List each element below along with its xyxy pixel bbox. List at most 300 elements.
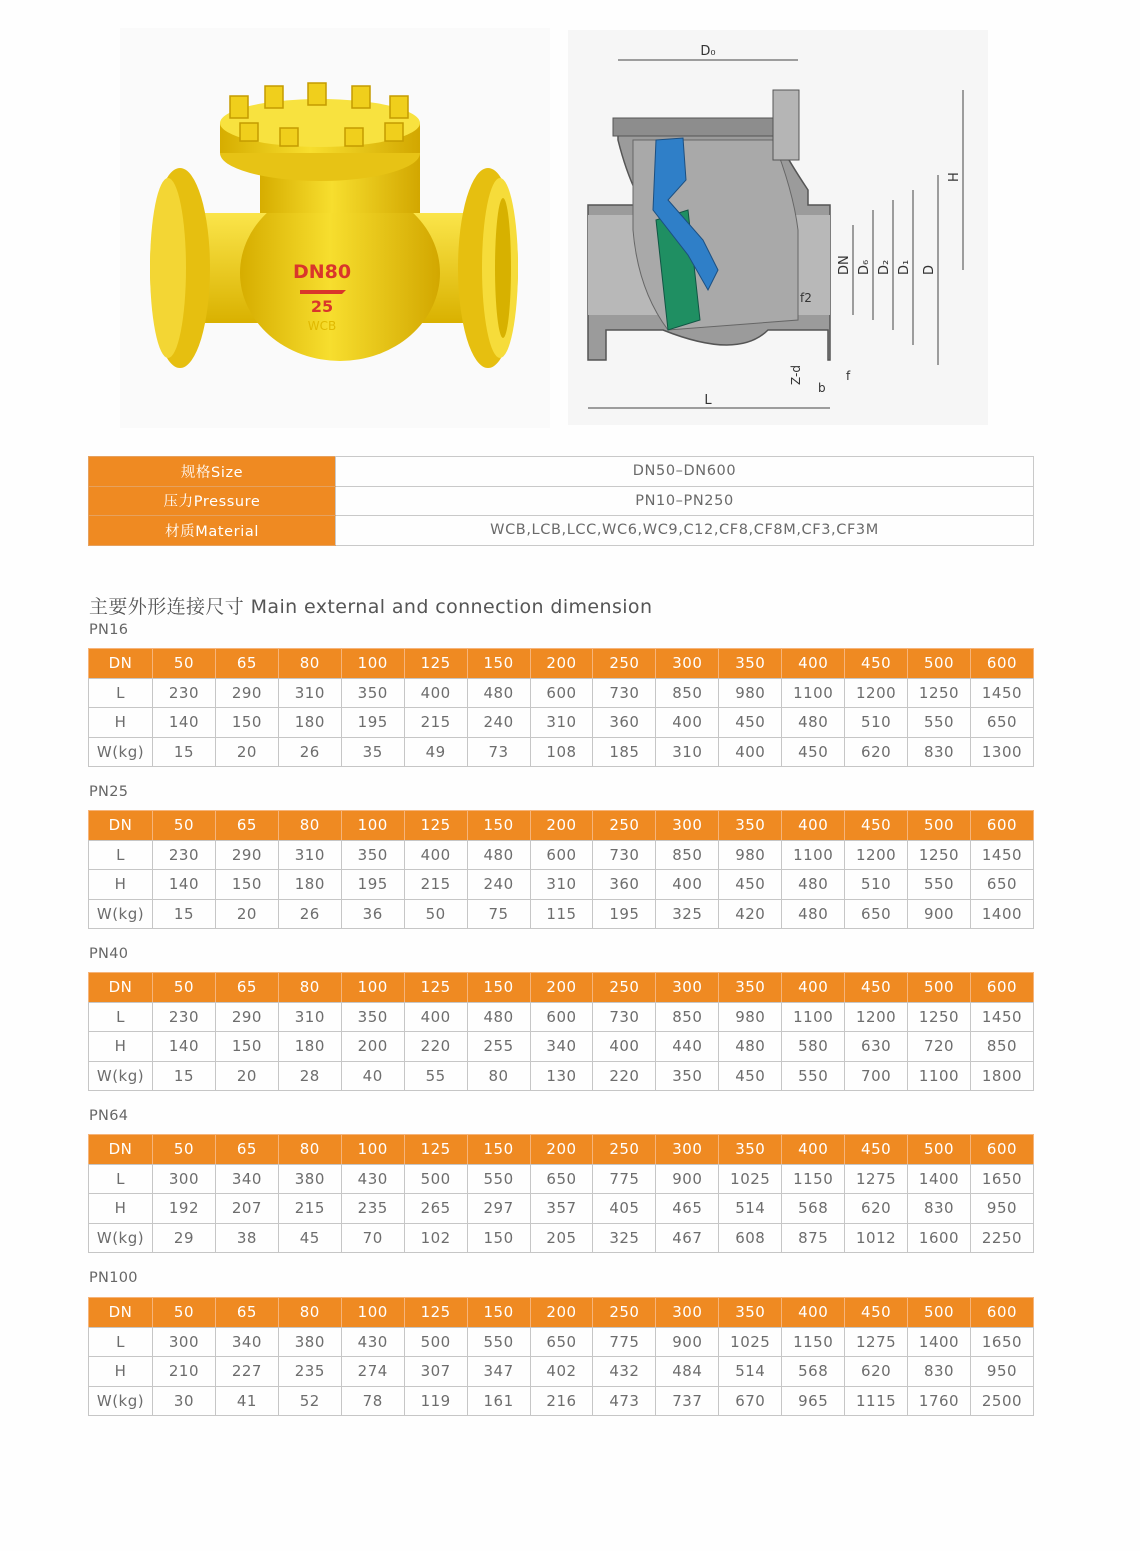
- spec-key-pressure: 压力Pressure: [89, 486, 336, 516]
- row-label-cell: H: [89, 708, 153, 738]
- table-cell: 360: [593, 870, 656, 900]
- pressure-class-label: PN64: [89, 1108, 129, 1124]
- valve-section-drawing: [568, 30, 988, 425]
- table-cell: 78: [341, 1386, 404, 1416]
- table-cell: 950: [970, 1357, 1033, 1387]
- table-cell: 432: [593, 1357, 656, 1387]
- table-cell: 1012: [845, 1223, 908, 1253]
- header-cell: 200: [530, 973, 593, 1003]
- technical-drawing: [568, 30, 988, 425]
- table-cell: 310: [278, 840, 341, 870]
- header-cell: 450: [845, 649, 908, 679]
- table-cell: 41: [215, 1386, 278, 1416]
- table-cell: 620: [845, 737, 908, 767]
- spec-key-size: 规格Size: [89, 457, 336, 487]
- header-cell: 50: [153, 811, 216, 841]
- table-cell: 265: [404, 1194, 467, 1224]
- table-cell: 185: [593, 737, 656, 767]
- header-cell: 100: [341, 1298, 404, 1328]
- pressure-class-label: PN100: [89, 1270, 138, 1286]
- table-cell: 290: [215, 1002, 278, 1032]
- table-cell: 650: [970, 870, 1033, 900]
- table-row: [89, 737, 1034, 767]
- label-d6: D₆: [857, 259, 872, 275]
- table-cell: 1250: [908, 1002, 971, 1032]
- table-cell: 480: [467, 1002, 530, 1032]
- table-cell: 620: [845, 1194, 908, 1224]
- header-cell: 600: [970, 649, 1033, 679]
- table-header-row: [89, 649, 1034, 679]
- header-cell: 125: [404, 649, 467, 679]
- table-cell: 550: [908, 870, 971, 900]
- table-cell: 310: [278, 1002, 341, 1032]
- header-cell: 80: [278, 973, 341, 1003]
- table-cell: 340: [215, 1327, 278, 1357]
- table-cell: 1025: [719, 1164, 782, 1194]
- table-cell: 568: [782, 1357, 845, 1387]
- flow-arrow-icon: [300, 290, 346, 294]
- table-cell: 340: [215, 1164, 278, 1194]
- table-cell: 405: [593, 1194, 656, 1224]
- table-header-row: [89, 1135, 1034, 1165]
- table-cell: 830: [908, 737, 971, 767]
- table-cell: 192: [153, 1194, 216, 1224]
- header-cell: 65: [215, 811, 278, 841]
- table-cell: 900: [656, 1164, 719, 1194]
- table-cell: 28: [278, 1061, 341, 1091]
- header-cell: 450: [845, 1135, 908, 1165]
- table-cell: 40: [341, 1061, 404, 1091]
- header-cell: 600: [970, 811, 1033, 841]
- table-cell: 737: [656, 1386, 719, 1416]
- header-cell: 150: [467, 1135, 530, 1165]
- label-dn: DN: [837, 255, 852, 275]
- header-cell: 150: [467, 811, 530, 841]
- table-cell: 480: [719, 1032, 782, 1062]
- header-cell: 80: [278, 811, 341, 841]
- table-cell: 210: [153, 1357, 216, 1387]
- table-cell: 180: [278, 708, 341, 738]
- table-cell: 480: [467, 840, 530, 870]
- table-cell: 1650: [970, 1164, 1033, 1194]
- table-cell: 480: [782, 870, 845, 900]
- table-cell: 36: [341, 899, 404, 929]
- table-cell: 1100: [782, 840, 845, 870]
- header-cell: 450: [845, 973, 908, 1003]
- header-cell: 400: [782, 1298, 845, 1328]
- table-cell: 650: [530, 1327, 593, 1357]
- row-label-cell: L: [89, 1002, 153, 1032]
- header-cell: 200: [530, 649, 593, 679]
- table-row: [89, 1002, 1034, 1032]
- table-row: [89, 840, 1034, 870]
- table-cell: 830: [908, 1357, 971, 1387]
- table-cell: 510: [845, 708, 908, 738]
- header-cell: 350: [719, 973, 782, 1003]
- table-cell: 1650: [970, 1327, 1033, 1357]
- table-cell: 325: [656, 899, 719, 929]
- dimension-table: [88, 1134, 1034, 1253]
- pressure-class-label: PN25: [89, 784, 129, 800]
- table-cell: 108: [530, 737, 593, 767]
- table-cell: 300: [153, 1164, 216, 1194]
- table-cell: 38: [215, 1223, 278, 1253]
- header-cell: 600: [970, 973, 1033, 1003]
- table-cell: 20: [215, 737, 278, 767]
- marking-dn: DN80: [292, 261, 352, 283]
- section-title: 主要外形连接尺寸 Main external and connection dimension: [89, 596, 653, 618]
- table-cell: 514: [719, 1357, 782, 1387]
- table-cell: 650: [970, 708, 1033, 738]
- header-cell: 50: [153, 1135, 216, 1165]
- table-cell: 830: [908, 1194, 971, 1224]
- header-cell: 150: [467, 1298, 530, 1328]
- table-cell: 350: [341, 840, 404, 870]
- table-cell: 402: [530, 1357, 593, 1387]
- header-cell: 80: [278, 649, 341, 679]
- table-cell: 350: [341, 678, 404, 708]
- table-cell: 310: [530, 708, 593, 738]
- table-cell: 15: [153, 1061, 216, 1091]
- table-cell: 140: [153, 870, 216, 900]
- table-cell: 215: [278, 1194, 341, 1224]
- table-cell: 550: [467, 1164, 530, 1194]
- table-cell: 300: [153, 1327, 216, 1357]
- table-cell: 730: [593, 840, 656, 870]
- row-label-cell: H: [89, 870, 153, 900]
- table-cell: 230: [153, 840, 216, 870]
- header-cell: 250: [593, 973, 656, 1003]
- table-cell: 430: [341, 1327, 404, 1357]
- header-cell: 200: [530, 1298, 593, 1328]
- table-cell: 980: [719, 840, 782, 870]
- header-cell: 400: [782, 649, 845, 679]
- table-cell: 1150: [782, 1327, 845, 1357]
- table-row: [89, 870, 1034, 900]
- header-cell: 300: [656, 811, 719, 841]
- table-cell: 205: [530, 1223, 593, 1253]
- table-cell: 400: [656, 708, 719, 738]
- table-cell: 195: [593, 899, 656, 929]
- table-cell: 2500: [970, 1386, 1033, 1416]
- dimension-table: [88, 648, 1034, 767]
- table-cell: 600: [530, 840, 593, 870]
- spec-row: [89, 457, 1034, 487]
- table-cell: 240: [467, 870, 530, 900]
- table-row: [89, 1032, 1034, 1062]
- table-cell: 220: [404, 1032, 467, 1062]
- table-cell: 1200: [845, 678, 908, 708]
- table-cell: 195: [341, 708, 404, 738]
- header-cell: 65: [215, 649, 278, 679]
- table-cell: 450: [782, 737, 845, 767]
- table-cell: 20: [215, 899, 278, 929]
- table-cell: 550: [467, 1327, 530, 1357]
- table-cell: 230: [153, 678, 216, 708]
- marking-pn: 25: [310, 297, 334, 316]
- table-cell: 274: [341, 1357, 404, 1387]
- header-cell: 500: [908, 649, 971, 679]
- table-row: [89, 678, 1034, 708]
- header-cell: 125: [404, 1298, 467, 1328]
- table-cell: 450: [719, 1061, 782, 1091]
- pressure-class-label: PN40: [89, 946, 129, 962]
- header-cell: 80: [278, 1135, 341, 1165]
- table-row: [89, 1223, 1034, 1253]
- header-cell: 125: [404, 811, 467, 841]
- label-b: b: [818, 381, 826, 395]
- table-header-row: [89, 973, 1034, 1003]
- row-label-cell: W(kg): [89, 899, 153, 929]
- table-cell: 400: [404, 678, 467, 708]
- table-cell: 55: [404, 1061, 467, 1091]
- table-cell: 630: [845, 1032, 908, 1062]
- header-cell: 600: [970, 1298, 1033, 1328]
- table-cell: 180: [278, 1032, 341, 1062]
- table-cell: 510: [845, 870, 908, 900]
- table-row: [89, 899, 1034, 929]
- header-cell: 150: [467, 649, 530, 679]
- table-cell: 215: [404, 870, 467, 900]
- table-cell: 26: [278, 737, 341, 767]
- table-row: [89, 1061, 1034, 1091]
- header-cell: 250: [593, 1135, 656, 1165]
- table-cell: 1100: [908, 1061, 971, 1091]
- table-cell: 568: [782, 1194, 845, 1224]
- table-cell: 600: [530, 1002, 593, 1032]
- table-cell: 1450: [970, 1002, 1033, 1032]
- header-cell: 600: [970, 1135, 1033, 1165]
- table-cell: 965: [782, 1386, 845, 1416]
- table-cell: 1450: [970, 678, 1033, 708]
- table-cell: 775: [593, 1164, 656, 1194]
- table-cell: 608: [719, 1223, 782, 1253]
- header-cell: DN: [89, 811, 153, 841]
- row-label-cell: L: [89, 840, 153, 870]
- header-cell: 200: [530, 811, 593, 841]
- header-cell: 500: [908, 1298, 971, 1328]
- table-cell: 1200: [845, 840, 908, 870]
- table-cell: 620: [845, 1357, 908, 1387]
- table-cell: 350: [656, 1061, 719, 1091]
- table-cell: 360: [593, 708, 656, 738]
- row-label-cell: H: [89, 1357, 153, 1387]
- table-row: [89, 1164, 1034, 1194]
- table-cell: 15: [153, 737, 216, 767]
- table-row: [89, 1194, 1034, 1224]
- table-cell: 1200: [845, 1002, 908, 1032]
- table-cell: 150: [215, 870, 278, 900]
- row-label-cell: H: [89, 1032, 153, 1062]
- table-cell: 161: [467, 1386, 530, 1416]
- table-cell: 1760: [908, 1386, 971, 1416]
- spec-value-pressure: PN10–PN250: [336, 486, 1034, 516]
- header-cell: 65: [215, 1298, 278, 1328]
- table-cell: 102: [404, 1223, 467, 1253]
- table-cell: 950: [970, 1194, 1033, 1224]
- table-cell: 465: [656, 1194, 719, 1224]
- table-cell: 1400: [908, 1164, 971, 1194]
- header-cell: 125: [404, 1135, 467, 1165]
- spec-row: [89, 486, 1034, 516]
- row-label-cell: W(kg): [89, 1386, 153, 1416]
- table-cell: 440: [656, 1032, 719, 1062]
- table-cell: 150: [467, 1223, 530, 1253]
- table-cell: 775: [593, 1327, 656, 1357]
- table-cell: 400: [719, 737, 782, 767]
- table-cell: 500: [404, 1164, 467, 1194]
- table-cell: 580: [782, 1032, 845, 1062]
- table-cell: 2250: [970, 1223, 1033, 1253]
- table-cell: 400: [656, 870, 719, 900]
- row-label-cell: L: [89, 1164, 153, 1194]
- table-cell: 850: [970, 1032, 1033, 1062]
- header-cell: 300: [656, 1135, 719, 1165]
- row-label-cell: W(kg): [89, 737, 153, 767]
- table-cell: 473: [593, 1386, 656, 1416]
- header-cell: 50: [153, 649, 216, 679]
- table-header-row: [89, 811, 1034, 841]
- label-d0: D₀: [700, 44, 716, 59]
- table-row: [89, 1386, 1034, 1416]
- header-cell: DN: [89, 1298, 153, 1328]
- table-cell: 480: [467, 678, 530, 708]
- table-row: [89, 708, 1034, 738]
- table-cell: 255: [467, 1032, 530, 1062]
- table-cell: 720: [908, 1032, 971, 1062]
- table-cell: 380: [278, 1327, 341, 1357]
- table-cell: 150: [215, 1032, 278, 1062]
- header-cell: 350: [719, 1298, 782, 1328]
- table-cell: 1100: [782, 1002, 845, 1032]
- table-cell: 215: [404, 708, 467, 738]
- table-cell: 875: [782, 1223, 845, 1253]
- table-cell: 20: [215, 1061, 278, 1091]
- table-cell: 400: [404, 840, 467, 870]
- table-cell: 50: [404, 899, 467, 929]
- table-cell: 230: [153, 1002, 216, 1032]
- table-cell: 290: [215, 840, 278, 870]
- table-cell: 52: [278, 1386, 341, 1416]
- table-cell: 240: [467, 708, 530, 738]
- marking-material: WCB: [307, 319, 337, 333]
- table-cell: 1250: [908, 840, 971, 870]
- header-cell: 400: [782, 973, 845, 1003]
- check-valve-image: [120, 28, 550, 428]
- row-label-cell: W(kg): [89, 1061, 153, 1091]
- header-cell: DN: [89, 973, 153, 1003]
- header-cell: 250: [593, 811, 656, 841]
- table-cell: 310: [656, 737, 719, 767]
- table-cell: 310: [278, 678, 341, 708]
- table-cell: 357: [530, 1194, 593, 1224]
- dimension-table: [88, 1297, 1034, 1416]
- table-cell: 1250: [908, 678, 971, 708]
- table-cell: 1275: [845, 1164, 908, 1194]
- table-cell: 480: [782, 899, 845, 929]
- table-cell: 980: [719, 678, 782, 708]
- spec-key-material: 材质Material: [89, 516, 336, 546]
- table-cell: 310: [530, 870, 593, 900]
- header-cell: 100: [341, 811, 404, 841]
- table-cell: 730: [593, 1002, 656, 1032]
- table-cell: 73: [467, 737, 530, 767]
- header-cell: 80: [278, 1298, 341, 1328]
- table-row: [89, 1357, 1034, 1387]
- row-label-cell: W(kg): [89, 1223, 153, 1253]
- table-cell: 420: [719, 899, 782, 929]
- spec-value-material: WCB,LCB,LCC,WC6,WC9,C12,CF8,CF8M,CF3,CF3M: [336, 516, 1034, 546]
- table-cell: 140: [153, 1032, 216, 1062]
- label-h: H: [947, 172, 962, 182]
- label-f: f: [846, 369, 851, 383]
- table-cell: 15: [153, 899, 216, 929]
- spec-row: [89, 516, 1034, 546]
- table-cell: 900: [908, 899, 971, 929]
- table-cell: 49: [404, 737, 467, 767]
- table-cell: 1025: [719, 1327, 782, 1357]
- table-cell: 1100: [782, 678, 845, 708]
- table-cell: 550: [908, 708, 971, 738]
- dimension-table: [88, 972, 1034, 1091]
- table-cell: 150: [215, 708, 278, 738]
- header-cell: 100: [341, 1135, 404, 1165]
- table-header-row: [89, 1298, 1034, 1328]
- table-cell: 29: [153, 1223, 216, 1253]
- table-cell: 130: [530, 1061, 593, 1091]
- header-cell: 350: [719, 1135, 782, 1165]
- table-cell: 514: [719, 1194, 782, 1224]
- table-cell: 1275: [845, 1327, 908, 1357]
- table-cell: 900: [656, 1327, 719, 1357]
- pressure-class-label: PN16: [89, 622, 129, 638]
- table-cell: 195: [341, 870, 404, 900]
- table-row: [89, 1327, 1034, 1357]
- table-cell: 80: [467, 1061, 530, 1091]
- table-cell: 180: [278, 870, 341, 900]
- row-label-cell: H: [89, 1194, 153, 1224]
- table-cell: 850: [656, 1002, 719, 1032]
- table-cell: 430: [341, 1164, 404, 1194]
- table-cell: 347: [467, 1357, 530, 1387]
- header-cell: 500: [908, 1135, 971, 1165]
- table-cell: 200: [341, 1032, 404, 1062]
- table-cell: 70: [341, 1223, 404, 1253]
- header-cell: 300: [656, 973, 719, 1003]
- table-cell: 550: [782, 1061, 845, 1091]
- table-cell: 235: [341, 1194, 404, 1224]
- header-cell: 250: [593, 1298, 656, 1328]
- row-label-cell: L: [89, 1327, 153, 1357]
- table-cell: 730: [593, 678, 656, 708]
- table-cell: 45: [278, 1223, 341, 1253]
- table-cell: 75: [467, 899, 530, 929]
- header-cell: 100: [341, 973, 404, 1003]
- label-d: D: [922, 264, 937, 275]
- table-cell: 1400: [908, 1327, 971, 1357]
- row-label-cell: L: [89, 678, 153, 708]
- table-cell: 1300: [970, 737, 1033, 767]
- table-cell: 220: [593, 1061, 656, 1091]
- table-cell: 290: [215, 678, 278, 708]
- header-cell: 300: [656, 1298, 719, 1328]
- label-zd: Z-d: [789, 365, 803, 385]
- header-cell: 50: [153, 1298, 216, 1328]
- table-cell: 450: [719, 708, 782, 738]
- header-cell: 50: [153, 973, 216, 1003]
- header-cell: 350: [719, 649, 782, 679]
- table-cell: 1450: [970, 840, 1033, 870]
